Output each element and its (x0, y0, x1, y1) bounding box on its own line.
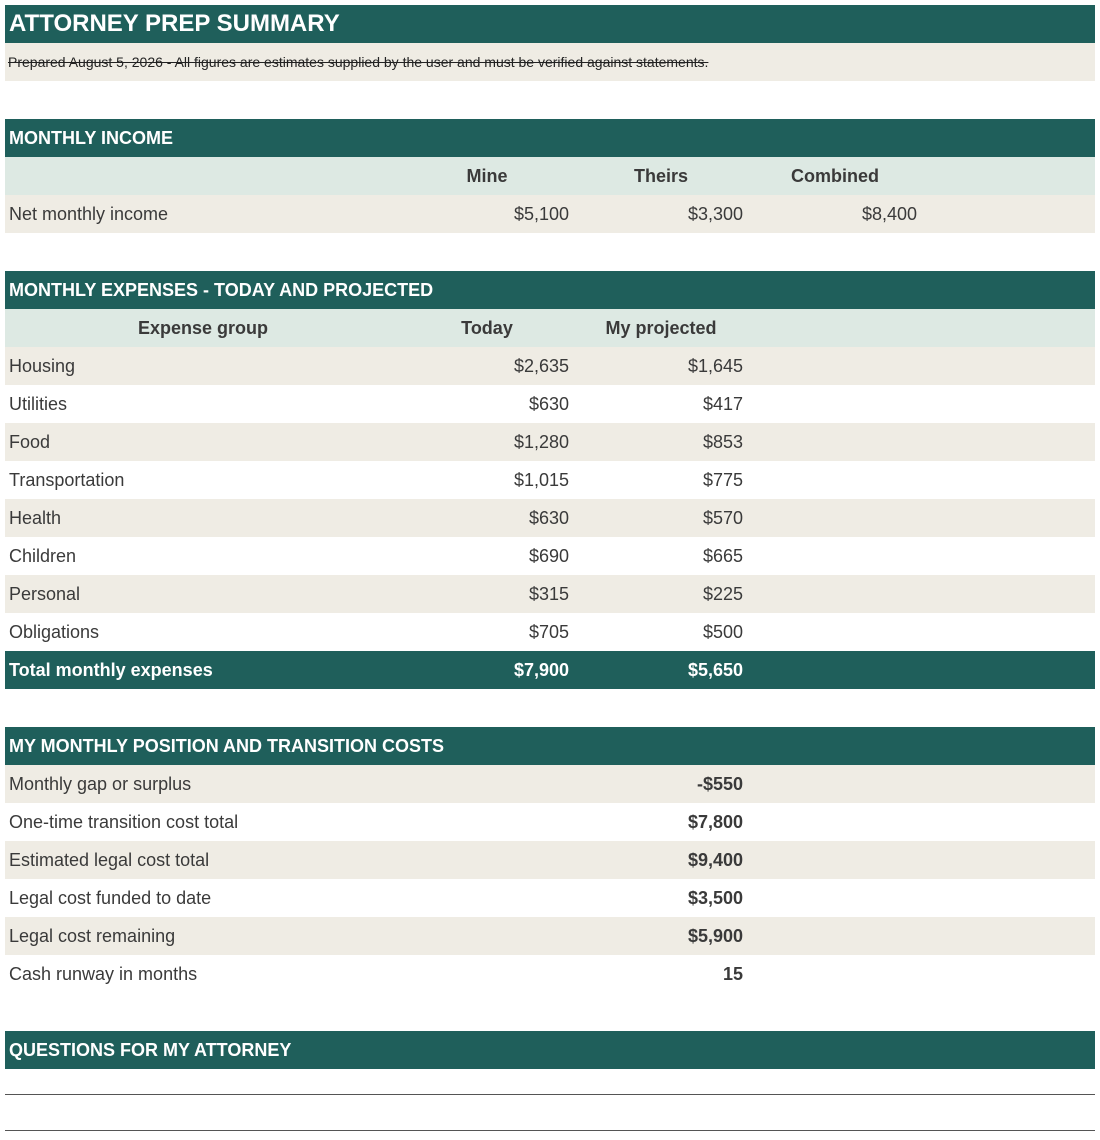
row-label: Obligations (9, 622, 100, 642)
projected-value: $500 (702, 622, 743, 642)
questions-heading: QUESTIONS FOR MY ATTORNEY (9, 1040, 292, 1060)
questions-section-header (5, 1031, 1095, 1069)
col-projected: My projected (605, 318, 717, 338)
today-value: $705 (528, 622, 569, 642)
position-value: -$550 (696, 774, 743, 794)
row-label: Monthly gap or surplus (9, 774, 192, 794)
summary-sheet (5, 5, 1095, 1140)
table-row (5, 765, 1095, 803)
table-row (5, 955, 1095, 993)
total-label: Total monthly expenses (9, 660, 213, 680)
position-value: $5,900 (687, 926, 743, 946)
spacer (5, 233, 1095, 271)
spacer (5, 993, 1095, 1031)
row-label: Net monthly income (9, 204, 169, 224)
table-row (5, 575, 1095, 613)
row-label: Legal cost remaining (9, 926, 176, 946)
today-value: $2,635 (513, 356, 569, 376)
projected-value: $570 (702, 508, 743, 528)
row-label: Cash runway in months (9, 964, 198, 984)
table-row (5, 423, 1095, 461)
combined-value: $8,400 (861, 204, 917, 224)
today-value: $630 (528, 394, 569, 414)
position-value: $3,500 (687, 888, 743, 908)
total-today-value: $7,900 (513, 660, 569, 680)
table-row (5, 461, 1095, 499)
table-row (5, 841, 1095, 879)
title-banner (5, 5, 1095, 43)
col-theirs: Theirs (633, 166, 689, 186)
position-heading: MY MONTHLY POSITION AND TRANSITION COSTS (9, 736, 445, 756)
income-column-headers (5, 157, 1095, 195)
position-section-header (5, 727, 1095, 765)
projected-value: $225 (702, 584, 743, 604)
row-label: Transportation (9, 470, 125, 490)
today-value: $630 (528, 508, 569, 528)
expenses-heading: MONTHLY EXPENSES - TODAY AND PROJECTED (9, 280, 434, 300)
col-expense-group: Expense group (137, 318, 269, 338)
row-label: Health (9, 508, 62, 528)
col-combined: Combined (791, 166, 879, 186)
col-today: Today (461, 318, 513, 338)
table-row (5, 879, 1095, 917)
writing-line (5, 1094, 1095, 1095)
projected-value: $775 (702, 470, 743, 490)
expenses-column-headers (5, 309, 1095, 347)
today-value: $1,015 (513, 470, 569, 490)
page-title: ATTORNEY PREP SUMMARY (9, 10, 340, 37)
position-value: 15 (722, 964, 743, 984)
today-value: $315 (528, 584, 569, 604)
table-row (5, 347, 1095, 385)
expenses-total-row (5, 651, 1095, 689)
questions-writing-area (5, 1069, 1095, 1140)
mine-value: $5,100 (513, 204, 569, 224)
projected-value: $853 (702, 432, 743, 452)
row-label: Food (9, 432, 51, 452)
theirs-value: $3,300 (687, 204, 743, 224)
today-value: $1,280 (513, 432, 569, 452)
writing-line (5, 1130, 1095, 1131)
today-value: $690 (528, 546, 569, 566)
row-label: Housing (9, 356, 76, 376)
income-section-header (5, 119, 1095, 157)
col-mine: Mine (466, 166, 508, 186)
spacer (5, 689, 1095, 727)
subtitle-row (5, 43, 1095, 81)
subtitle-text: Prepared August 5, 2026 - All figures are estimates supplied by the user and must be verified against statements. (8, 54, 709, 70)
table-row (5, 537, 1095, 575)
row-label: Estimated legal cost total (9, 850, 210, 870)
row-label: Personal (9, 584, 81, 604)
position-value: $7,800 (687, 812, 743, 832)
table-row (5, 803, 1095, 841)
row-label: One-time transition cost total (9, 812, 239, 832)
income-heading: MONTHLY INCOME (9, 128, 174, 148)
table-row (5, 613, 1095, 651)
projected-value: $1,645 (687, 356, 743, 376)
table-row (5, 385, 1095, 423)
expenses-section-header (5, 271, 1095, 309)
row-label: Utilities (9, 394, 68, 414)
total-projected-value: $5,650 (687, 660, 743, 680)
spacer (5, 81, 1095, 119)
row-label: Legal cost funded to date (9, 888, 212, 908)
position-value: $9,400 (687, 850, 743, 870)
table-row (5, 917, 1095, 955)
table-row (5, 499, 1095, 537)
row-label: Children (9, 546, 77, 566)
projected-value: $417 (702, 394, 743, 414)
projected-value: $665 (702, 546, 743, 566)
table-row (5, 195, 1095, 233)
